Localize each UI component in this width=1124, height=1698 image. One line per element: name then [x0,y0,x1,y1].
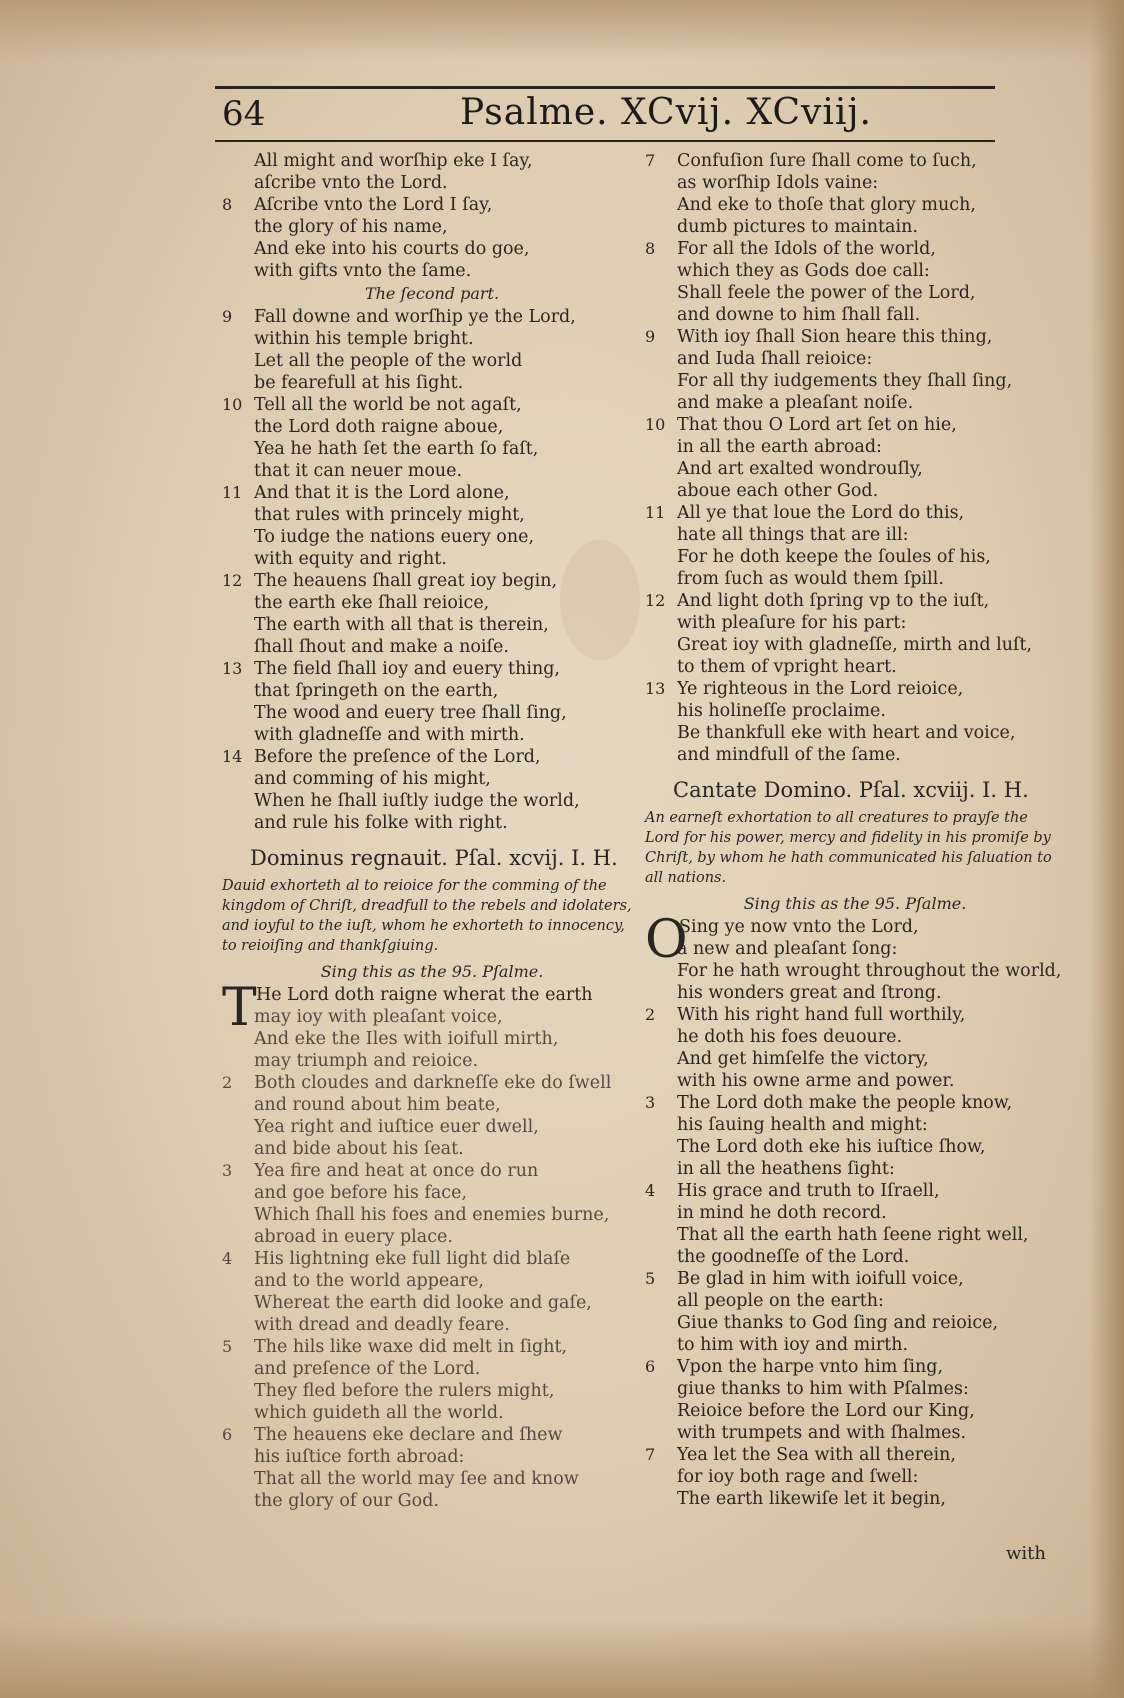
verse-line [645,1180,1065,1202]
verse-text: dumb pictures to maintain. [677,217,918,237]
verse-line [645,304,1065,326]
psalm96-second-part-verses [222,306,642,834]
verse-line [222,306,642,328]
right-column [645,150,1065,1510]
running-head: Psalme. XCvij. XCviij. [460,92,872,133]
psalm98-argument: An earneſt exhortation to all creatures to prayſe the Lord for his power, mercy and fidelity in his promiſe by Chriſt, by whom he hath communicated his ſaluation to all nations. [645,810,1052,886]
verse-text: that rules with princely might, [254,505,525,525]
verse-line [222,526,642,548]
verse-line [645,370,1065,392]
verse-text: may ioy with pleaſant voice, [254,1007,503,1027]
verse-line [645,656,1065,678]
verse-line [222,1358,642,1380]
verse-line [645,1224,1065,1246]
verse-line [645,1488,1065,1510]
verse-number: 7 [645,151,656,170]
verse-line [645,1444,1065,1466]
verse-line [222,482,642,504]
verse-text: For all the Idols of the world, [677,239,936,259]
verse-text: the Lord doth raigne aboue, [254,417,504,437]
verse-line [645,982,1065,1004]
verse-text: And that it is the Lord alone, [254,483,510,503]
verse-text: in all the earth abroad: [677,437,882,457]
verse-text: the goodneſſe of the Lord. [677,1247,910,1267]
verse-text: in all the heathens ſight: [677,1159,895,1179]
verse-text: ſhall ſhout and make a noiſe. [254,637,509,657]
verse-number: 6 [222,1425,233,1444]
verse-text: his wonders great and ſtrong. [677,983,942,1003]
verse-line [645,1158,1065,1180]
verse-text: with gifts vnto the ſame. [254,261,472,281]
verse-line [645,938,1065,960]
verse-text: They fled before the rulers might, [254,1381,555,1401]
verse-line [645,1048,1065,1070]
verse-text: Before the preſence of the Lord, [254,747,541,767]
verse-text: Be thankfull eke with heart and voice, [677,723,1016,743]
verse-line [222,216,642,238]
verse-text: abroad in euery place. [254,1227,453,1247]
verse-text: as worſhip Idols vaine: [677,173,879,193]
verse-number: 11 [222,483,243,502]
psalm97-verses [222,1006,642,1512]
verse-number: 10 [222,395,243,414]
verse-text: and mindfull of the ſame. [677,745,901,765]
verse-line [645,216,1065,238]
verse-line [222,1204,642,1226]
verse-text: within his temple bright. [254,329,474,349]
verse-text: His grace and truth to Iſraell, [677,1181,940,1201]
verse-line [645,1004,1065,1026]
verse-line [222,1446,642,1468]
verse-line [645,260,1065,282]
verse-text: the glory of our God. [254,1491,439,1511]
verse-line [222,416,642,438]
verse-line [645,590,1065,612]
verse-text: for ioy both rage and ſwell: [677,1467,919,1487]
verse-text: With his right hand full worthily, [677,1005,966,1025]
verse-text: Yea let the Sea with all therein, [677,1445,956,1465]
verse-text: Giue thanks to God ſing and reioice, [677,1313,999,1333]
verse-text: that ſpringeth on the earth, [254,681,499,701]
verse-line [645,546,1065,568]
verse-line [222,1138,642,1160]
verse-line [645,1136,1065,1158]
verse-line [645,150,1065,172]
verse-text: his holineſſe proclaime. [677,701,886,721]
psalm97-title: Dominus regnauit. Pſal. xcvij. I. H. [250,846,618,870]
verse-line [645,1026,1065,1048]
verse-text: and rule his folke with right. [254,813,508,833]
verse-number: 2 [222,1073,233,1092]
verse-line [222,1402,642,1424]
verse-text: with pleaſure for his part: [677,613,907,633]
verse-text: and goe before his face, [254,1183,468,1203]
verse-line [645,960,1065,982]
psalm96-verses-end [222,150,642,282]
verse-line [645,1092,1065,1114]
verse-text: with trumpets and with ſhalmes. [677,1423,967,1443]
verse-text: Which ſhall his foes and enemies burne, [254,1205,610,1225]
verse-text: Confuſion ſure ſhall come to ſuch, [677,151,977,171]
verse-line [222,1006,642,1028]
verse-text: That thou O Lord art ſet on hie, [677,415,957,435]
verse-text: the earth eke ſhall reioice, [254,593,490,613]
verse-text: his ſauing health and might: [677,1115,928,1135]
verse-number: 6 [645,1357,656,1376]
verse-text: Yea he hath ſet the earth ſo faſt, [254,439,539,459]
verse-text: And art exalted wondrouſly, [677,459,923,479]
verse-line [645,1334,1065,1356]
verse-line [645,1070,1065,1092]
verse-line [222,1248,642,1270]
verse-line [222,746,642,768]
verse-text: Yea fire and heat at once do run [254,1161,539,1181]
verse-text: Reioice before the Lord our King, [677,1401,975,1421]
verse-line [645,722,1065,744]
verse-line [222,790,642,812]
verse-line [645,194,1065,216]
verse-text: Great ioy with gladneſſe, mirth and luſt, [677,635,1033,655]
verse-text: and Iuda ſhall reioice: [677,349,873,369]
verse-text: The earth with all that is therein, [254,615,549,635]
verse-number: 2 [645,1005,656,1024]
verse-line [222,680,642,702]
verse-text: The heauens eke declare and ſhew [254,1425,563,1445]
verse-line [222,260,642,282]
verse-line [645,524,1065,546]
verse-line [645,744,1065,766]
verse-text: be fearefull at his ſight. [254,373,464,393]
verse-text: with equity and right. [254,549,447,569]
verse-line [645,348,1065,370]
verse-line [645,1466,1065,1488]
verse-text: And light doth ſpring vp to the iuſt, [677,591,990,611]
verse-text: and downe to him ſhall fall. [677,305,921,325]
verse-text: he doth his foes deuoure. [677,1027,903,1047]
verse-line [645,678,1065,700]
verse-line [645,1312,1065,1334]
psalm98-tune: Sing this as the 95. Pſalme. [743,894,967,913]
verse-text: The earth likewiſe let it begin, [677,1489,946,1509]
header-rule-top [215,86,995,89]
verse-line [222,548,642,570]
verse-line [222,1072,642,1094]
verse-text: the glory of his name, [254,217,448,237]
verse-line [222,150,642,172]
verse-line [222,1314,642,1336]
verse-text: The heauens ſhall great ioy begin, [254,571,558,591]
verse-line [645,1246,1065,1268]
verse-text: which they as Gods doe call: [677,261,930,281]
verse-text: which guideth all the world. [254,1403,504,1423]
verse-text: And eke the Iles with ioifull mirth, [254,1029,559,1049]
verse-line [222,812,642,834]
page-edge-shadow-right [1090,0,1124,1698]
verse-text: The Lord doth eke his iuſtice ſhow, [677,1137,986,1157]
verse-line [645,480,1065,502]
verse-line [645,282,1065,304]
verse-text: with gladneſſe and with mirth. [254,725,525,745]
verse-text: That all the world may ſee and know [254,1469,579,1489]
verse-line [222,1490,642,1512]
verse-line [645,1202,1065,1224]
verse-line [222,1292,642,1314]
psalm98-verses [645,938,1065,1510]
verse-line [222,614,642,636]
verse-line [222,1160,642,1182]
verse-line [222,350,642,372]
verse-line [222,658,642,680]
verse-line [222,1050,642,1072]
verse-line [222,328,642,350]
verse-line [645,568,1065,590]
verse-text: to him with ioy and mirth. [677,1335,909,1355]
verse-text: Both cloudes and darkneſſe eke do ſwell [254,1073,612,1093]
verse-text: Aſcribe vnto the Lord I ſay, [254,195,493,215]
verse-text: and comming of his might, [254,769,491,789]
verse-number: 8 [645,239,656,258]
verse-text: with dread and deadly feare. [254,1315,510,1335]
verse-line [645,1114,1065,1136]
verse-text: and bide about his ſeat. [254,1139,464,1159]
verse-line [222,1094,642,1116]
verse-text: from ſuch as would them ſpill. [677,569,944,589]
verse-text: For he doth keepe the ſoules of his, [677,547,991,567]
verse-line [222,238,642,260]
verse-number: 12 [645,591,666,610]
verse-line [645,1422,1065,1444]
verse-text: his iuſtice forth abroad: [254,1447,465,1467]
verse-line [645,1268,1065,1290]
second-part-label: The ſecond part. [364,284,500,303]
verse-text: in mind he doth record. [677,1203,887,1223]
verse-line [645,238,1065,260]
first-line-text: Sing ye now vnto the Lord, [679,917,919,937]
verse-line [645,634,1065,656]
verse-text: that it can neuer moue. [254,461,463,481]
verse-line [222,724,642,746]
verse-line [645,502,1065,524]
verse-text: The Lord doth make the people know, [677,1093,1013,1113]
verse-text: For he hath wrought throughout the world, [677,961,1062,981]
verse-line [222,1028,642,1050]
psalm98-title: Cantate Domino. Pſal. xcviij. I. H. [673,778,1029,802]
verse-line [222,1182,642,1204]
verse-line [222,636,642,658]
verse-number: 3 [222,1161,233,1180]
verse-text: Ye righteous in the Lord reioice, [677,679,964,699]
verse-text: That all the earth hath ſeene right well, [677,1225,1029,1245]
verse-text: and make a pleaſant noiſe. [677,393,914,413]
verse-text: to them of vpright heart. [677,657,897,677]
verse-line [645,1378,1065,1400]
verse-text: Be glad in him with ioifull voice, [677,1269,964,1289]
verse-number: 13 [222,659,243,678]
verse-line [645,612,1065,634]
verse-number: 9 [222,307,233,326]
dropcap-letter: O [645,910,688,970]
verse-text: All ye that loue the Lord do this, [677,503,965,523]
verse-number: 14 [222,747,243,766]
verse-line [222,172,642,194]
verse-text: Tell all the world be not agaſt, [254,395,522,415]
left-column [222,150,642,1512]
verse-number: 3 [645,1093,656,1112]
verse-line [645,326,1065,348]
verse-text: may triumph and reioice. [254,1051,479,1071]
verse-text: And get himſelfe the victory, [677,1049,929,1069]
page-edge-shadow-bottom [0,1620,1124,1698]
verse-number: 11 [645,503,666,522]
verse-line [222,1116,642,1138]
verse-text: Whereat the earth did looke and gaſe, [254,1293,592,1313]
psalm97-argument: Dauid exhorteth al to reioice for the comming of the kingdom of Chriſt, dreadfull to the rebels and idolaters, and ioyful to the iuſt, whom he exhorteth to innocency, to reioiſing and thankſgiuing. [222,878,632,954]
verse-line [645,436,1065,458]
verse-line [222,592,642,614]
catchword: with [1006,1543,1046,1564]
verse-text: aſcribe vnto the Lord. [254,173,448,193]
verse-text: The hils like waxe did melt in ſight, [254,1337,568,1357]
verse-text: Fall downe and worſhip ye the Lord, [254,307,576,327]
verse-text: Let all the people of the world [254,351,523,371]
first-line-text: He Lord doth raigne wherat the earth [256,985,593,1005]
dropcap-letter: T [222,978,257,1038]
verse-line [222,570,642,592]
verse-text: To iudge the nations euery one, [254,527,535,547]
verse-number: 10 [645,415,666,434]
verse-line [645,414,1065,436]
verse-number: 5 [645,1269,656,1288]
verse-text: All might and worſhip eke I ſay, [254,151,533,171]
verse-line [645,392,1065,414]
psalm97-tune: Sing this as the 95. Pſalme. [320,962,544,981]
verse-number: 13 [645,679,666,698]
verse-line [222,702,642,724]
header-rule-bottom [215,140,995,142]
verse-line [645,172,1065,194]
verse-text: and preſence of the Lord. [254,1359,481,1379]
verse-text: Vpon the harpe vnto him ſing, [677,1357,944,1377]
verse-line [645,458,1065,480]
verse-line [222,1226,642,1248]
psalm97-verses-continued [645,150,1065,766]
verse-text: For all thy iudgements they ſhall ſing, [677,371,1013,391]
verse-line [222,1468,642,1490]
verse-text: a new and pleaſant ſong: [677,939,898,959]
verse-line [222,1380,642,1402]
verse-text: His lightning eke full light did blaſe [254,1249,571,1269]
verse-line [222,768,642,790]
verse-line [645,1400,1065,1422]
verse-line [222,394,642,416]
verse-text: aboue each other God. [677,481,879,501]
verse-text: The wood and euery tree ſhall ſing, [254,703,567,723]
verse-text: With ioy ſhall Sion heare this thing, [677,327,993,347]
verse-line [222,1270,642,1292]
verse-text: hate all things that are ill: [677,525,909,545]
verse-text: with his owne arme and power. [677,1071,955,1091]
page-edge-shadow-top [0,0,1124,60]
verse-number: 7 [645,1445,656,1464]
verse-line [222,1424,642,1446]
verse-line [222,372,642,394]
verse-text: When he ſhall iuſtly iudge the world, [254,791,580,811]
verse-line [645,1356,1065,1378]
verse-line [222,194,642,216]
page-number: 64 [222,94,266,134]
verse-text: giue thanks to him with Pſalmes: [677,1379,969,1399]
verse-text: And eke to thoſe that glory much, [677,195,976,215]
verse-line [222,1336,642,1358]
verse-number: 12 [222,571,243,590]
verse-line [645,1290,1065,1312]
verse-number: 5 [222,1337,233,1356]
verse-number: 4 [222,1249,233,1268]
verse-number: 9 [645,327,656,346]
verse-line [222,460,642,482]
verse-text: and to the world appeare, [254,1271,484,1291]
verse-text: and round about him beate, [254,1095,501,1115]
verse-line [222,504,642,526]
verse-text: The field ſhall ioy and euery thing, [254,659,560,679]
verse-text: Shall feele the power of the Lord, [677,283,976,303]
verse-number: 8 [222,195,233,214]
verse-number: 4 [645,1181,656,1200]
verse-line [645,700,1065,722]
verse-text: And eke into his courts do goe, [254,239,530,259]
verse-text: Yea right and iuſtice euer dwell, [254,1117,539,1137]
verse-text: all people on the earth: [677,1291,884,1311]
verse-line [222,438,642,460]
